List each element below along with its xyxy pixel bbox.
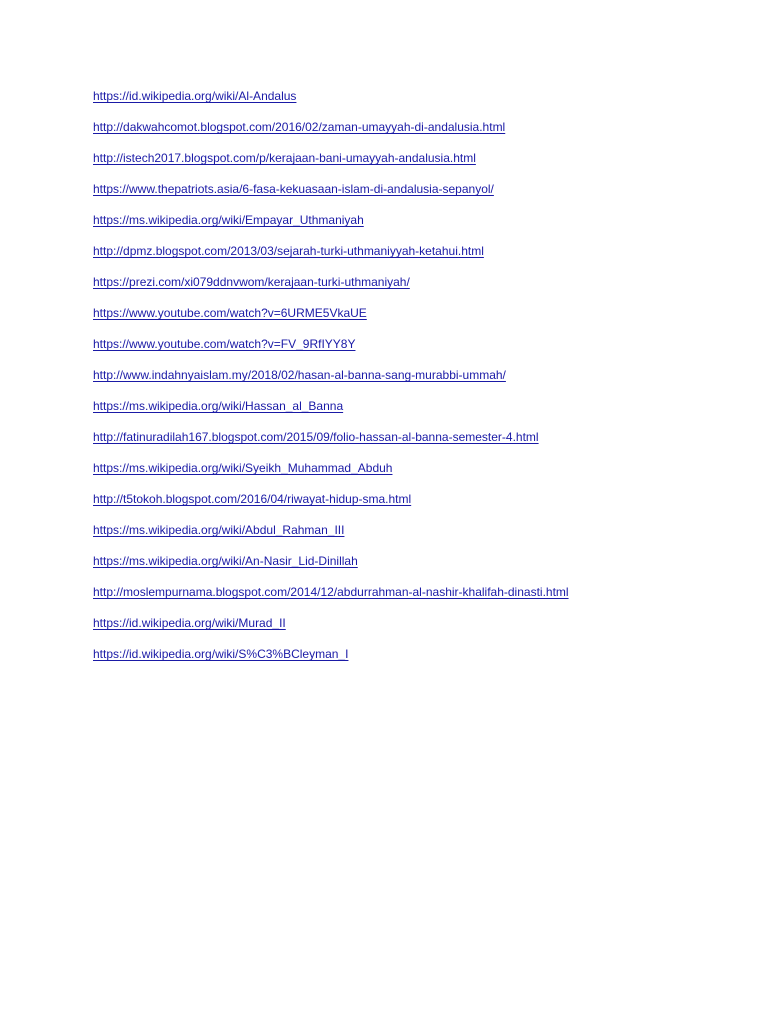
link-item xyxy=(93,520,753,551)
link-item xyxy=(93,334,753,365)
reference-link[interactable]: https://id.wikipedia.org/wiki/Al-Andalus xyxy=(93,89,297,103)
reference-link[interactable]: https://ms.wikipedia.org/wiki/Syeikh_Muhammad_Abduh xyxy=(93,461,393,475)
link-item xyxy=(93,365,753,396)
reference-link[interactable]: https://ms.wikipedia.org/wiki/Abdul_Rahman_III xyxy=(93,523,345,537)
reference-link[interactable]: http://t5tokoh.blogspot.com/2016/04/riwayat-hidup-sma.html xyxy=(93,492,412,506)
reference-link[interactable]: https://www.thepatriots.asia/6-fasa-kekuasaan-islam-di-andalusia-sepanyol/ xyxy=(93,182,494,196)
link-item xyxy=(93,148,753,179)
link-item xyxy=(93,179,753,210)
reference-link-list xyxy=(93,86,753,675)
link-item xyxy=(93,458,753,489)
reference-link[interactable]: https://prezi.com/xi079ddnvwom/kerajaan-turki-uthmaniyah/ xyxy=(93,275,410,289)
link-item xyxy=(93,210,753,241)
reference-link[interactable]: https://ms.wikipedia.org/wiki/Hassan_al_Banna xyxy=(93,399,344,413)
reference-link[interactable]: https://id.wikipedia.org/wiki/S%C3%BCleyman_I xyxy=(93,647,349,661)
reference-link[interactable]: http://www.indahnyaislam.my/2018/02/hasan-al-banna-sang-murabbi-ummah/ xyxy=(93,368,506,382)
reference-link[interactable]: http://moslempurnama.blogspot.com/2014/12/abdurrahman-al-nashir-khalifah-dinasti.html xyxy=(93,585,569,599)
reference-link[interactable]: http://dpmz.blogspot.com/2013/03/sejarah-turki-uthmaniyyah-ketahui.html xyxy=(93,244,484,258)
link-item xyxy=(93,396,753,427)
link-item xyxy=(93,489,753,520)
link-item xyxy=(93,427,753,458)
link-item xyxy=(93,241,753,272)
link-item xyxy=(93,582,753,613)
reference-link[interactable]: https://ms.wikipedia.org/wiki/Empayar_Uthmaniyah xyxy=(93,213,364,227)
link-item xyxy=(93,644,753,675)
reference-link[interactable]: http://dakwahcomot.blogspot.com/2016/02/zaman-umayyah-di-andalusia.html xyxy=(93,120,506,134)
reference-link[interactable]: http://fatinuradilah167.blogspot.com/2015/09/folio-hassan-al-banna-semester-4.html xyxy=(93,430,539,444)
link-item xyxy=(93,613,753,644)
link-item xyxy=(93,272,753,303)
reference-link[interactable]: https://www.youtube.com/watch?v=6URME5VkaUE xyxy=(93,306,367,320)
link-item xyxy=(93,117,753,148)
link-item xyxy=(93,303,753,334)
reference-link[interactable]: https://id.wikipedia.org/wiki/Murad_II xyxy=(93,616,286,630)
link-item xyxy=(93,86,753,117)
reference-link[interactable]: http://istech2017.blogspot.com/p/kerajaan-bani-umayyah-andalusia.html xyxy=(93,151,476,165)
reference-link[interactable]: https://ms.wikipedia.org/wiki/An-Nasir_Lid-Dinillah xyxy=(93,554,358,568)
reference-link[interactable]: https://www.youtube.com/watch?v=FV_9RfIYY8Y xyxy=(93,337,356,351)
link-item xyxy=(93,551,753,582)
